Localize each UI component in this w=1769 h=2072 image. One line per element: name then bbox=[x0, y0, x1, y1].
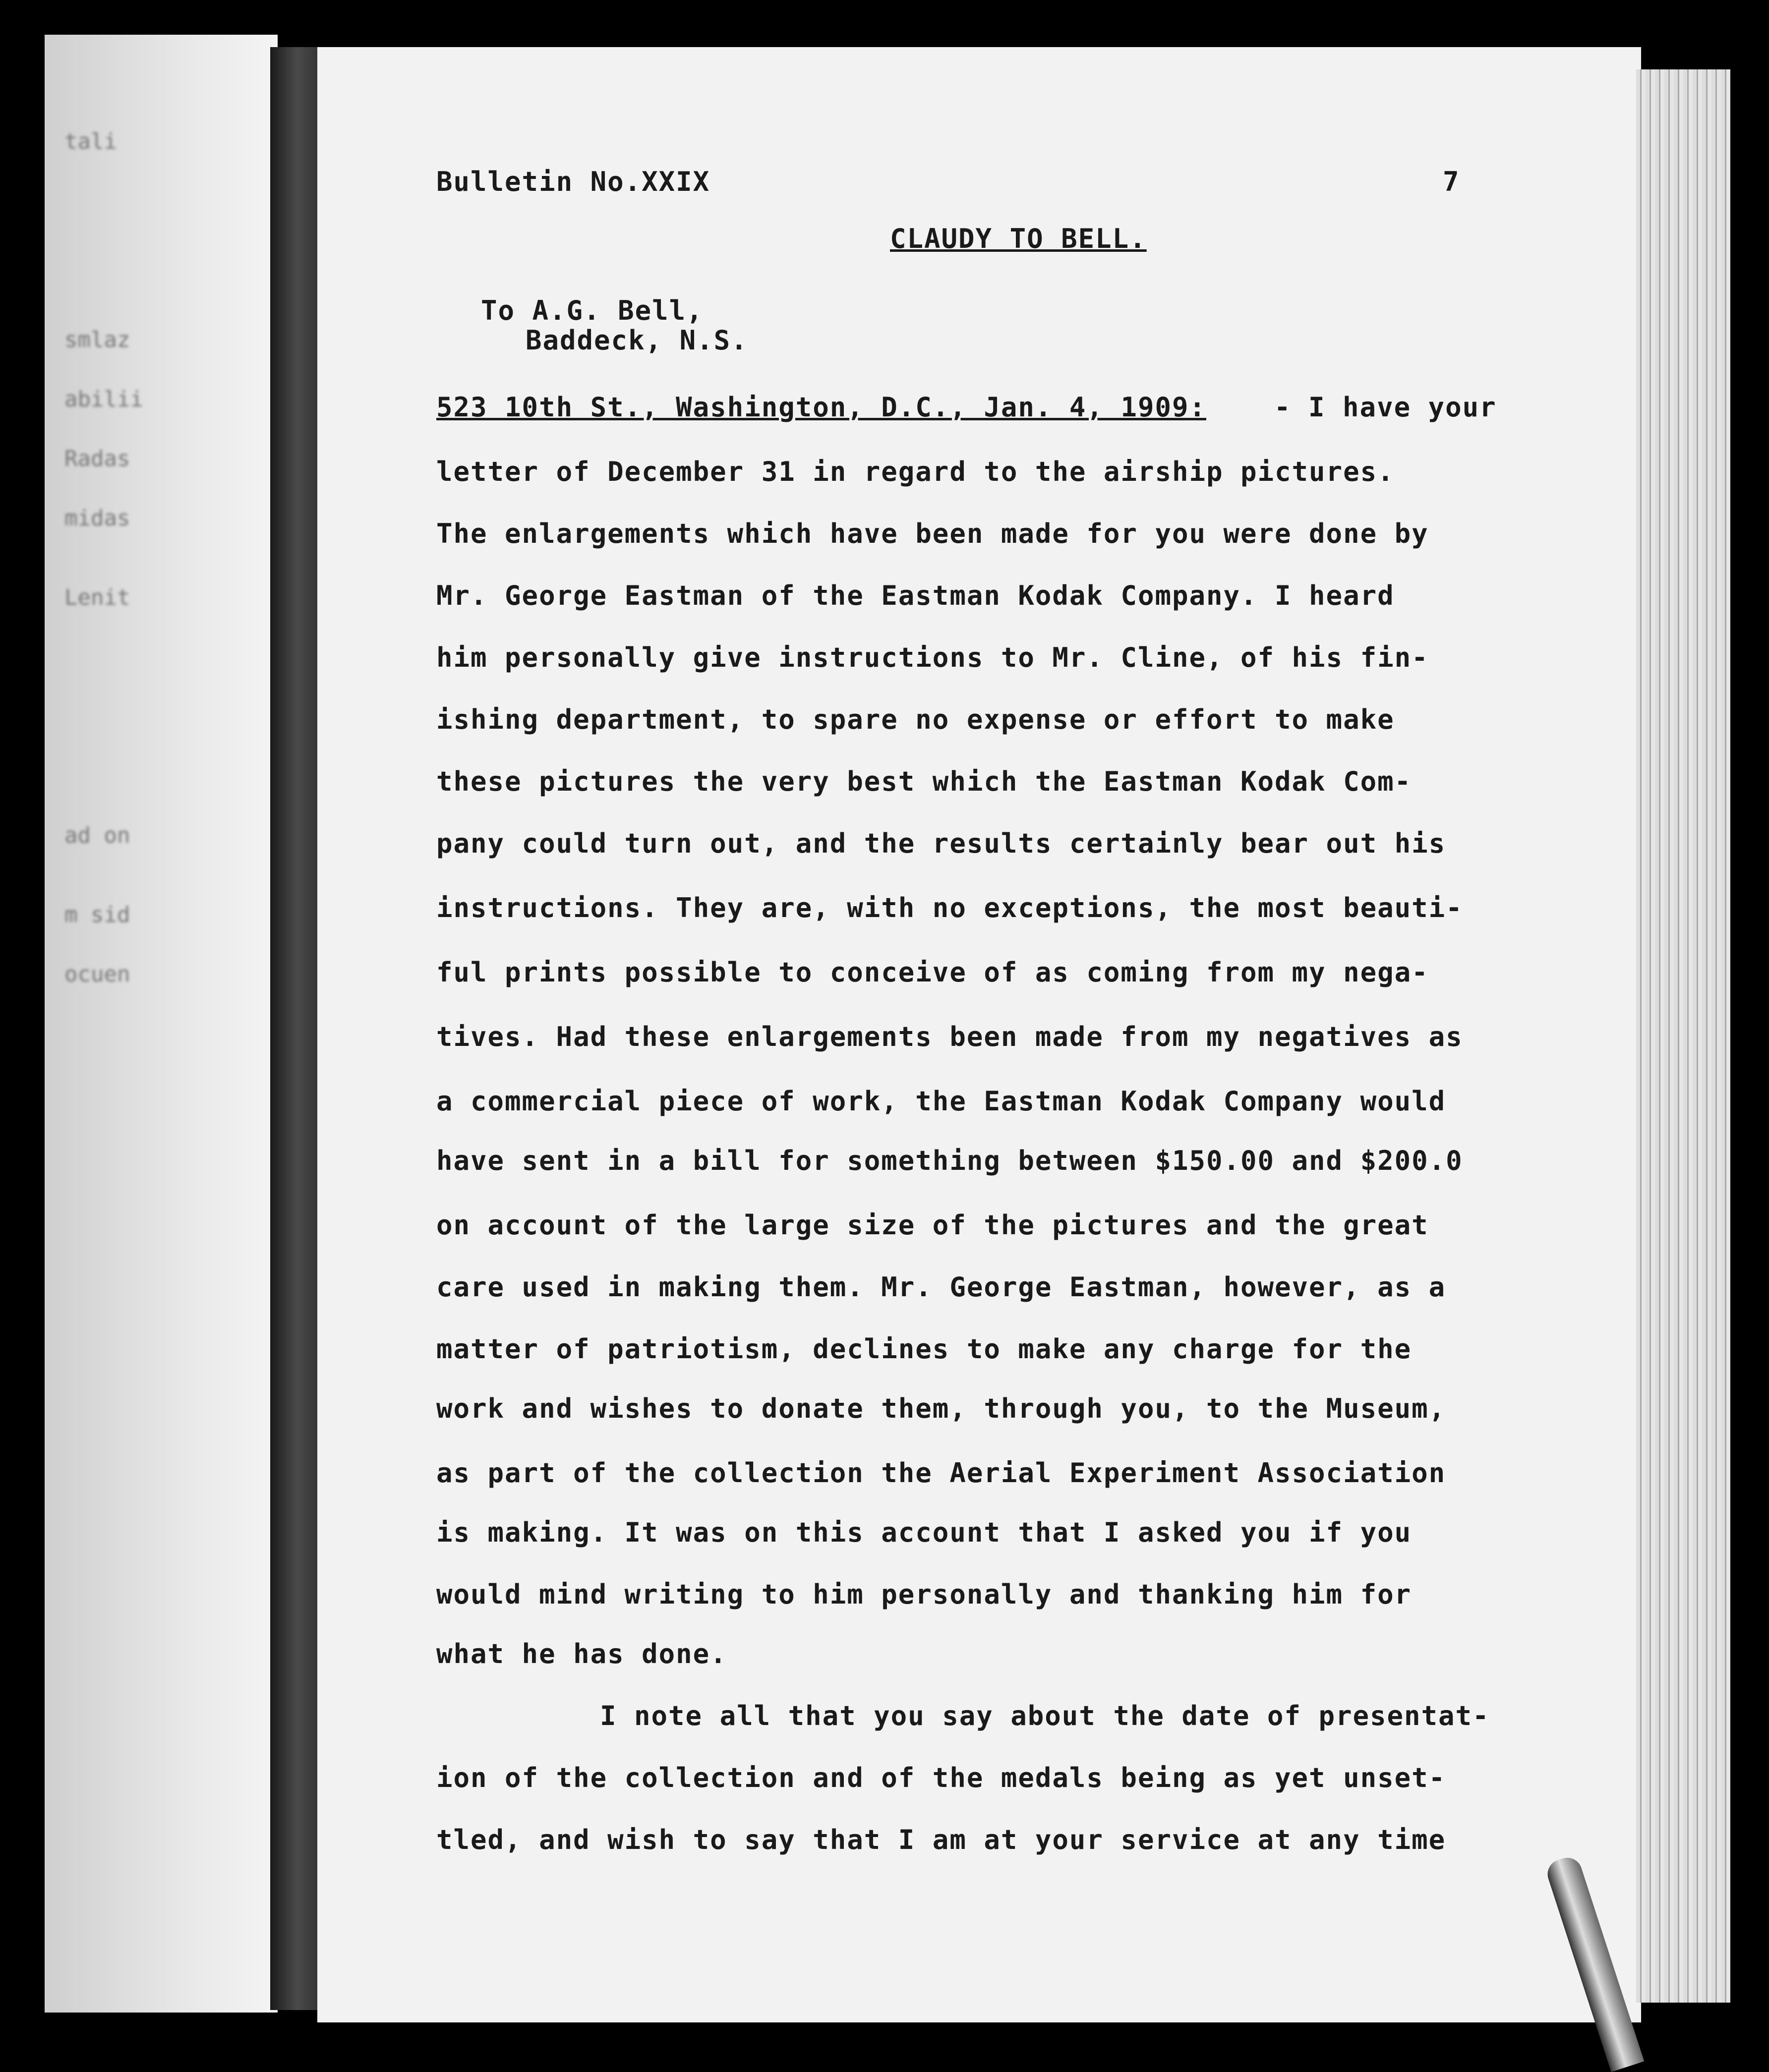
body-line: work and wishes to donate them, through you, to the Museum, bbox=[436, 1393, 1446, 1424]
body-line: Mr. George Eastman of the Eastman Kodak Company. I heard bbox=[436, 580, 1395, 611]
body-line: on account of the large size of the pictures and the great bbox=[436, 1209, 1429, 1241]
left-fragment: Lenit bbox=[64, 585, 130, 610]
recipient-name: To A.G. Bell, bbox=[481, 295, 704, 326]
left-fragment: ad on bbox=[64, 823, 130, 848]
body-line: a commercial piece of work, the Eastman Kodak Company would bbox=[436, 1086, 1446, 1117]
body-line: The enlargements which have been made for you were done by bbox=[436, 518, 1429, 549]
body-line: is making. It was on this account that I asked you if you bbox=[436, 1517, 1412, 1548]
body-line: pany could turn out, and the results certainly bear out his bbox=[436, 828, 1446, 859]
page-edges bbox=[1636, 69, 1730, 2003]
recipient-location: Baddeck, N.S. bbox=[526, 325, 748, 356]
page-number: 7 bbox=[1443, 166, 1460, 197]
body-line: him personally give instructions to Mr. Cline, of his fin- bbox=[436, 642, 1429, 673]
left-fragment: midas bbox=[64, 506, 130, 531]
left-fragment: Radas bbox=[64, 446, 130, 471]
left-fragment: abilii bbox=[64, 387, 143, 412]
body-line: tives. Had these enlargements been made from my negatives as bbox=[436, 1021, 1463, 1052]
left-facing-page bbox=[45, 35, 278, 2013]
body-line: what he has done. bbox=[436, 1638, 727, 1669]
body-line: would mind writing to him personally and thanking him for bbox=[436, 1579, 1412, 1610]
bulletin-header: Bulletin No.XXIX bbox=[436, 166, 710, 197]
body-line: ful prints possible to conceive of as coming from my nega- bbox=[436, 957, 1429, 988]
left-fragment: m sid bbox=[64, 902, 130, 927]
body-line: letter of December 31 in regard to the airship pictures. bbox=[436, 456, 1395, 487]
body-line: as part of the collection the Aerial Experiment Association bbox=[436, 1457, 1446, 1489]
body-line: care used in making them. Mr. George Eastman, however, as a bbox=[436, 1271, 1446, 1303]
dateline: 523 10th St., Washington, D.C., Jan. 4, 1909: bbox=[436, 392, 1206, 423]
body-line: instructions. They are, with no exceptions, the most beauti- bbox=[436, 892, 1463, 923]
body-line: ion of the collection and of the medals being as yet unset- bbox=[436, 1762, 1446, 1793]
body-line: ishing department, to spare no expense or effort to make bbox=[436, 704, 1395, 735]
left-fragment: smlaz bbox=[64, 327, 130, 352]
body-line: - I have your bbox=[1274, 392, 1497, 423]
body-line: I note all that you say about the date of presentat- bbox=[600, 1700, 1490, 1731]
body-line: tled, and wish to say that I am at your service at any time bbox=[436, 1824, 1446, 1855]
body-line: matter of patriotism, declines to make any charge for the bbox=[436, 1333, 1412, 1365]
letter-title: CLAUDY TO BELL. bbox=[890, 223, 1147, 254]
body-line: have sent in a bill for something between $150.00 and $200.0 bbox=[436, 1145, 1463, 1176]
body-line: these pictures the very best which the Eastman Kodak Com- bbox=[436, 766, 1412, 797]
left-fragment: ocuen bbox=[64, 962, 130, 987]
left-fragment: tali bbox=[64, 129, 117, 154]
